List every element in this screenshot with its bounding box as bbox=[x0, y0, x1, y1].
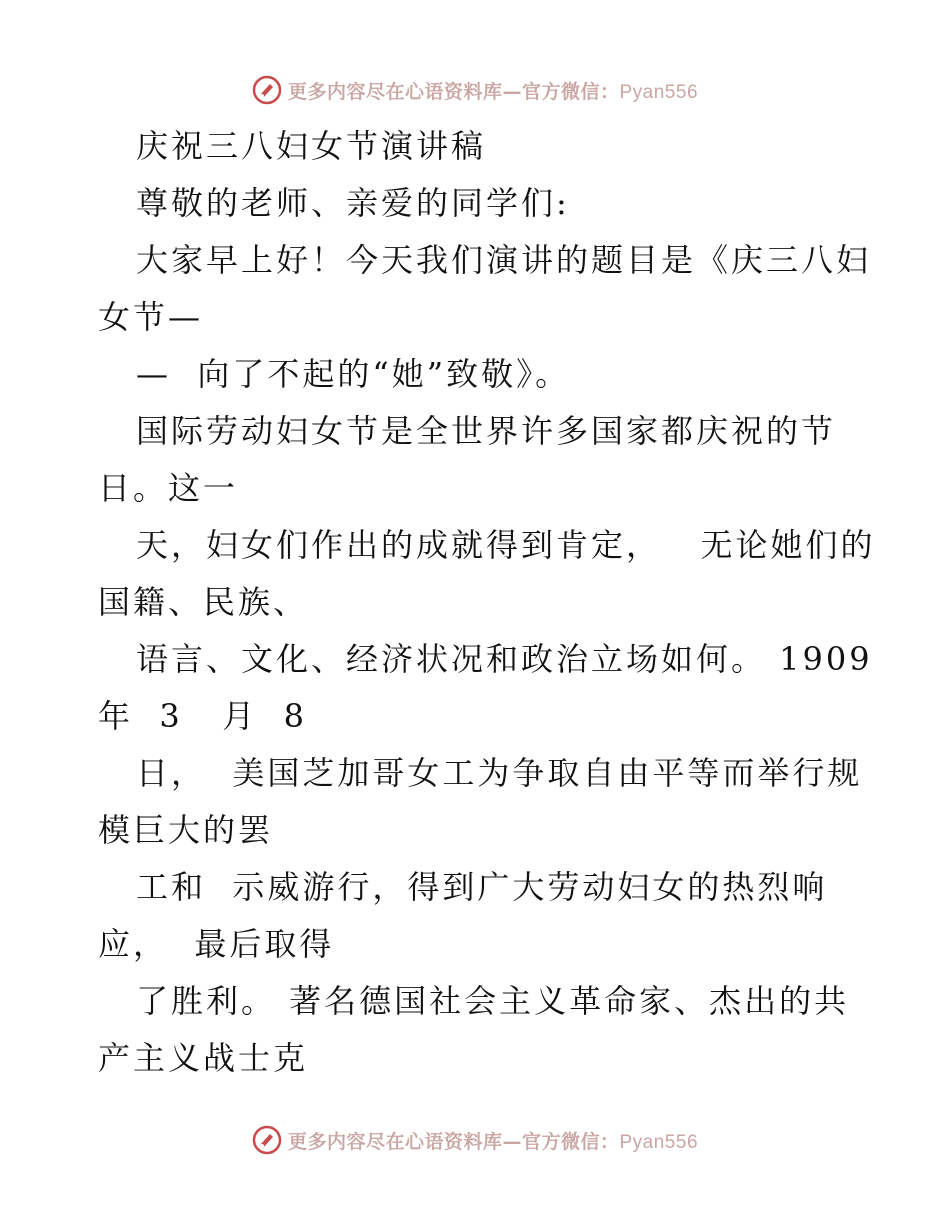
pen-logo-icon bbox=[252, 1125, 282, 1155]
document-body bbox=[98, 118, 876, 1087]
doc-line: 模巨大的罢 bbox=[98, 811, 274, 849]
doc-line: 日， 美国芝加哥女工为争取自由平等而举行规 bbox=[136, 754, 863, 792]
doc-line: 应， 最后取得 bbox=[98, 925, 335, 963]
watermark-header bbox=[0, 70, 950, 110]
doc-line: — 向了不起的“她”致敬》。 bbox=[136, 355, 571, 393]
doc-line: 日。这一 bbox=[98, 469, 239, 507]
watermark-id: Pyan556 bbox=[619, 1131, 699, 1153]
doc-line: 产主义战士克 bbox=[98, 1039, 309, 1077]
watermark-footer bbox=[0, 1120, 950, 1160]
doc-line: 国籍、民族、 bbox=[98, 583, 309, 621]
doc-line: 了胜利。 著名德国社会主义革命家、杰出的共 bbox=[136, 982, 850, 1020]
doc-line: 年 3 月 8 bbox=[98, 697, 307, 735]
doc-line: 国际劳动妇女节是全世界许多国家都庆祝的节 bbox=[136, 412, 837, 450]
doc-line: 大家早上好！今天我们演讲的题目是《庆三八妇 bbox=[136, 241, 872, 279]
doc-line: 天，妇女们作出的成就得到肯定， 无论她们的 bbox=[136, 526, 876, 564]
watermark-text: 更多内容尽在心语资料库—官方微信：Pyan556 bbox=[287, 1130, 699, 1153]
watermark-id: Pyan556 bbox=[619, 81, 699, 103]
doc-line: 工和 示威游行，得到广大劳动妇女的热烈响 bbox=[136, 868, 828, 906]
doc-title: 庆祝三八妇女节演讲稿 bbox=[136, 127, 487, 165]
watermark-text: 更多内容尽在心语资料库—官方微信：Pyan556 bbox=[287, 80, 699, 103]
doc-line: 女节— bbox=[98, 298, 204, 336]
pen-logo-icon bbox=[252, 75, 282, 105]
doc-line: 语言、文化、经济状况和政治立场如何。 1909 bbox=[136, 640, 873, 678]
doc-line: 尊敬的老师、亲爱的同学们: bbox=[136, 184, 570, 222]
